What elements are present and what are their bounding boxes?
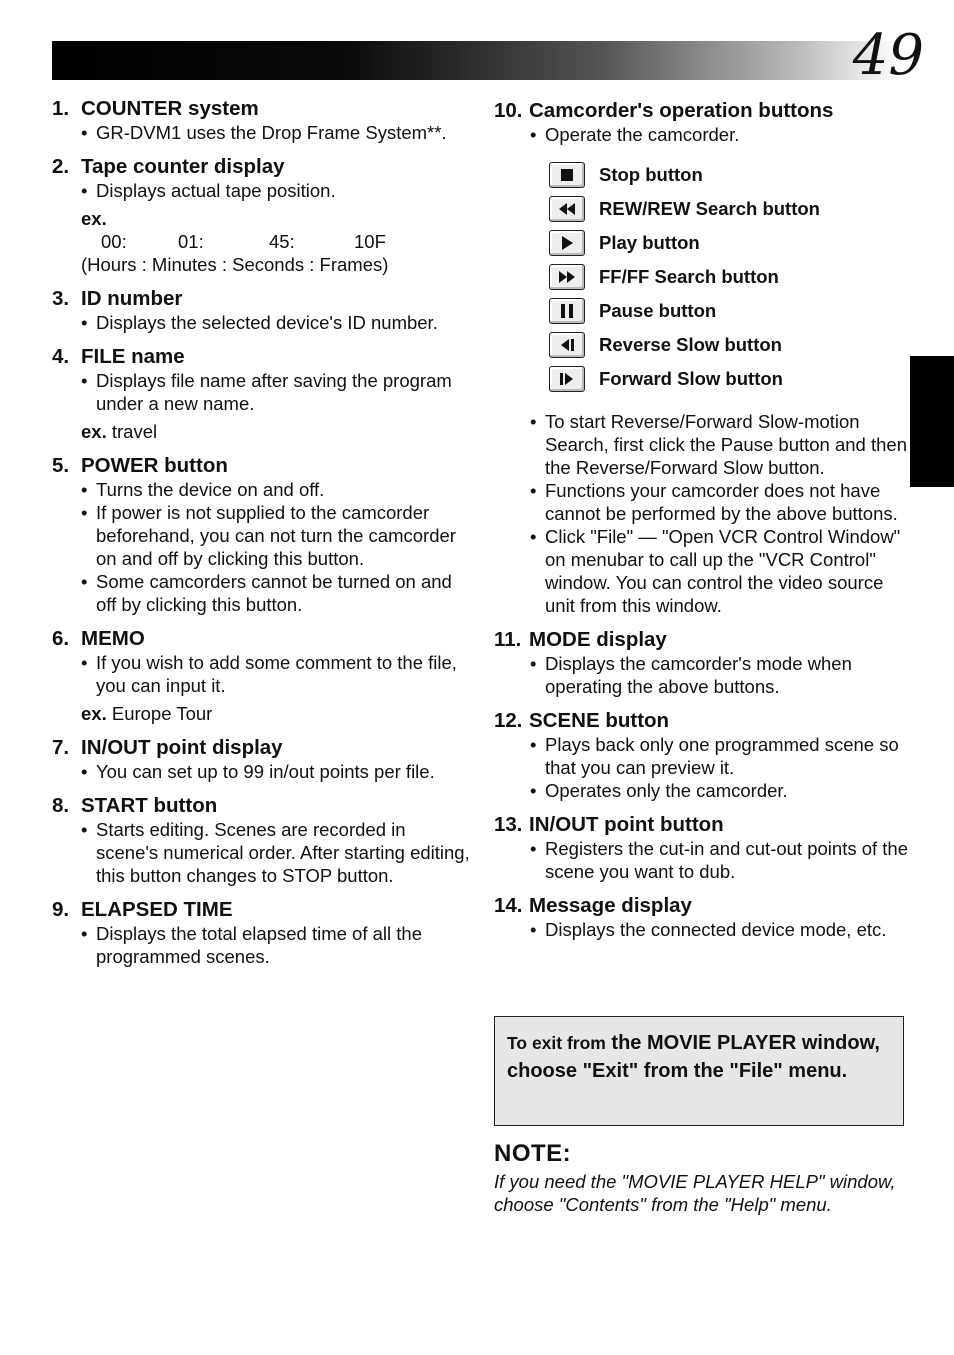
section-number: 6. [52, 627, 70, 650]
bullet: • GR-DVM1 uses the Drop Frame System**. [81, 121, 472, 144]
section-number: 5. [52, 454, 70, 477]
counter-hours: 00: [101, 231, 127, 252]
bullet: • Operates only the camcorder. [530, 779, 914, 802]
section-in-out-button [494, 812, 914, 883]
section-number: 10. [494, 99, 523, 122]
section-title: COUNTER system [81, 97, 259, 120]
bullet: • Some camcorders cannot be turned on and off by clicking this button. [81, 570, 472, 616]
bullet: • Displays the selected device's ID number. [81, 311, 472, 334]
section-number: 14. [494, 894, 523, 917]
section-number: 2. [52, 155, 70, 178]
right-column [494, 98, 914, 951]
section-number: 11. [494, 628, 522, 651]
ex-value: Europe Tour [111, 703, 213, 724]
bullet: • To start Reverse/Forward Slow-motion Search, first click the Pause button and then the Reverse/Forward Slow button. [530, 410, 914, 479]
section-number: 3. [52, 287, 70, 310]
counter-seconds: 45: [269, 231, 295, 252]
bullet: • Starts editing. Scenes are recorded in scene's numerical order. After starting editing, this button changes to STOP button. [81, 818, 472, 887]
section-title: POWER button [81, 454, 228, 477]
legend-pause [549, 294, 914, 328]
bullet: • Operate the camcorder. [530, 123, 914, 146]
section-title: START button [81, 794, 218, 817]
button-label: Stop button [599, 164, 703, 185]
bullet: • If power is not supplied to the camcorder beforehand, you can not turn the camcorder on and off by clicking this button. [81, 501, 472, 570]
legend-reverse-slow [549, 328, 914, 362]
bullet: • You can set up to 99 in/out points per file. [81, 760, 472, 783]
bullet: • Turns the device on and off. [81, 478, 472, 501]
legend-rewind [549, 192, 914, 226]
bullet: • Registers the cut-in and cut-out points of the scene you want to dub. [530, 837, 914, 883]
section-title: ID number [81, 287, 183, 310]
ex-label: ex. [81, 703, 107, 724]
section-file-name [52, 344, 472, 443]
note-text: If you need the "MOVIE PLAYER HELP" window, choose "Contents" from the "Help" menu. [494, 1171, 896, 1215]
counter-frames: 10F [354, 231, 386, 252]
button-label: FF/FF Search button [599, 266, 779, 287]
ex-label: ex. [81, 208, 107, 229]
legend-fast-forward [549, 260, 914, 294]
section-number: 8. [52, 794, 70, 817]
section-start-button [52, 793, 472, 887]
section-title: Message display [529, 894, 692, 917]
button-label: REW/REW Search button [599, 198, 820, 219]
fast-forward-icon [549, 264, 585, 290]
section-counter-system [52, 96, 472, 144]
section-id-number [52, 286, 472, 334]
play-icon [549, 230, 585, 256]
header-bar [52, 41, 900, 80]
button-label: Reverse Slow button [599, 334, 782, 355]
bullet: • Click "File" — "Open VCR Control Window" on menubar to call up the "VCR Control" window. You can control the video source unit from this window. [530, 525, 914, 617]
section-number: 1. [52, 97, 70, 120]
section-operation-buttons [494, 98, 914, 617]
section-mode-display [494, 627, 914, 698]
section-tape-counter [52, 154, 472, 276]
bullet: • Displays the total elapsed time of all the programmed scenes. [81, 922, 472, 968]
exit-instruction-box [494, 1016, 904, 1126]
section-number: 9. [52, 898, 70, 921]
button-legend [549, 158, 914, 396]
section-memo [52, 626, 472, 725]
legend-forward-slow [549, 362, 914, 396]
stop-icon [549, 162, 585, 188]
section-elapsed-time [52, 897, 472, 968]
section-message-display [494, 893, 914, 941]
counter-minutes: 01: [178, 231, 204, 252]
counter-example [81, 230, 472, 253]
section-title: SCENE button [529, 709, 670, 732]
section-power-button [52, 453, 472, 616]
side-tab [910, 356, 954, 487]
section-in-out-display [52, 735, 472, 783]
section-title: MODE display [529, 628, 667, 651]
button-label: Forward Slow button [599, 368, 783, 389]
bullet: • If you wish to add some comment to the file, you can input it. [81, 651, 472, 697]
note-title: NOTE: [494, 1140, 572, 1167]
section-number: 13. [494, 813, 523, 836]
counter-description: (Hours : Minutes : Seconds : Frames) [81, 254, 389, 275]
legend-stop [549, 158, 914, 192]
section-title: ELAPSED TIME [81, 898, 233, 921]
button-label: Play button [599, 232, 700, 253]
section-number: 4. [52, 345, 70, 368]
section-scene-button [494, 708, 914, 802]
section-title: IN/OUT point button [529, 813, 724, 836]
section-number: 7. [52, 736, 70, 759]
page-number: 49 [852, 23, 924, 88]
bullet: • Displays the connected device mode, etc. [530, 918, 914, 941]
bullet: • Plays back only one programmed scene so that you can preview it. [530, 733, 914, 779]
bullet: • Displays actual tape position. [81, 179, 472, 202]
section-title: MEMO [81, 627, 145, 650]
pause-icon [549, 298, 585, 324]
section-title: IN/OUT point display [81, 736, 283, 759]
bullet: • Functions your camcorder does not have cannot be performed by the above buttons. [530, 479, 914, 525]
reverse-slow-icon [549, 332, 585, 358]
forward-slow-icon [549, 366, 585, 392]
section-title: Tape counter display [81, 155, 285, 178]
button-label: Pause button [599, 300, 717, 321]
bullet: • Displays file name after saving the program under a new name. [81, 369, 472, 415]
section-title: FILE name [81, 345, 185, 368]
section-title: Camcorder's operation buttons [529, 99, 834, 122]
legend-play [549, 226, 914, 260]
section-number: 12. [494, 709, 523, 732]
left-column [52, 96, 472, 978]
exit-text: the MOVIE PLAYER window, choose "Exit" from the "File" menu. [507, 1032, 880, 1082]
ex-label: ex. [81, 421, 107, 442]
exit-prefix: To exit from [507, 1033, 606, 1053]
bullet: • Displays the camcorder's mode when operating the above buttons. [530, 652, 914, 698]
ex-value: travel [111, 421, 158, 442]
rewind-icon [549, 196, 585, 222]
